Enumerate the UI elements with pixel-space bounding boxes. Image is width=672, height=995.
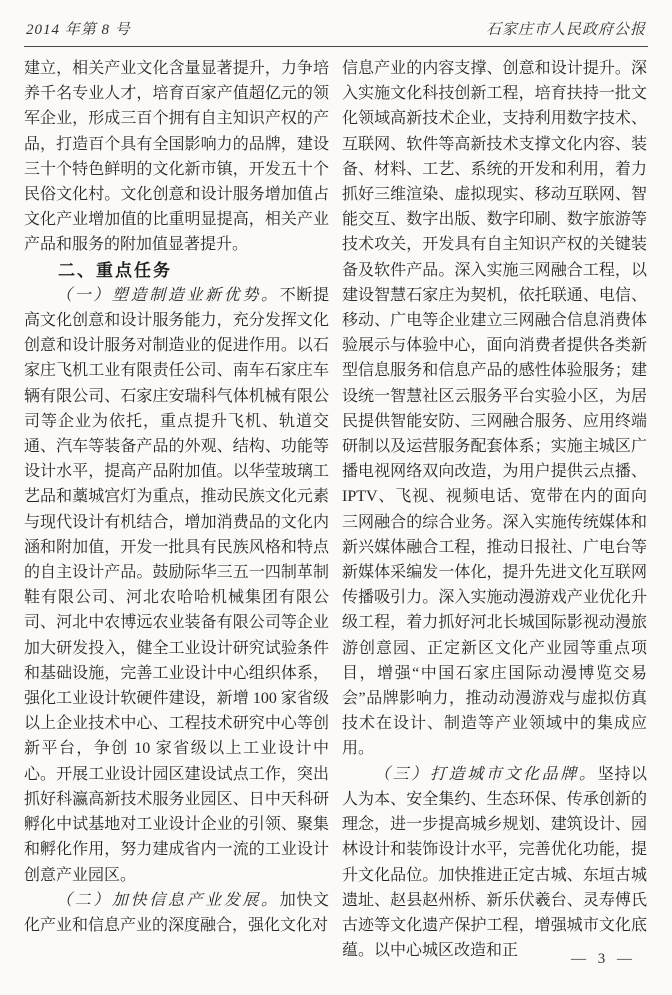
paragraph-item-2 (24, 888, 329, 938)
gazette-title: 石家庄市人民政府公报 (485, 22, 646, 38)
page-number: — 3 — (571, 951, 636, 967)
section-heading-key-tasks: 二、重点任务 (58, 260, 172, 280)
paragraph-continuation-goals: 建立，相关产业文化含量显著提升，力争培养千名专业人才，培育百家产值超亿元的领军企业，形成三百个拥有自主知识产权的产品，打造百个具有全国影响力的品牌，建设三十个特色鲜明的文化新市镇，开发五十个民俗文化村。文化创意和设计服务增加值占文化产业增加值的比重明显提高，相关产业产品和服务的附加值显著提升。 (24, 60, 329, 254)
right-column (342, 56, 647, 963)
page-header (24, 12, 648, 39)
item-2-text: 加快文化产业和信息产业的深度融合，强化文化对 (24, 891, 329, 934)
paragraph-continuation-info-industry: 信息产业的内容支撑、创意和设计提升。深入实施文化科技创新工程，培育扶持一批文化领域高新技术企业，支持利用数字技术、互联网、软件等高新技术支撑文化内容、装备、材料、工艺、系统的开发和利用，着力抓好三维渲染、虚拟现实、移动互联网、智能交互、数字出版、数字印刷、数字旅游等技术攻关，开发具有自主知识产权的关键装备及软件产品。深入实施三网融合工程，以建设智慧石家庄为契机，依托联通、电信、移动、广电等企业建立三网融合信息消费体验展示与体验中心，面向消费者提供各类新型信息服务和信息产品的感性体验服务；建设统一智慧社区云服务平台实验小区，为居民提供智能安防、三网融合服务、应用终端研制以及运营服务配套体系；实施主城区广播电视网络双向改造，为用户提供云点播、IPTV、飞视、视频电话、宽带在内的面向三网融合的综合业务。深入实施传统媒体和新兴媒体融合工程，推动日报社、广电台等新媒体采编发一体化，提升先进文化互联网传播吸引力。深入实施动漫游戏产业优化升级工程，着力抓好河北长城国际影视动漫旅游创意园、正定新区文化产业园等重点项目，增强“中国石家庄国际动漫博览交易会”品牌影响力，推动动漫游戏与虚拟仿真技术在设计、制造等产业领域中的集成应用。 (342, 60, 647, 758)
item-1-lead: （一）塑造制造业新优势。 (56, 286, 280, 304)
issue-number: 2014 年第 8 号 (26, 22, 131, 38)
item-3-text: 坚持以人为本、安全集约、生态环保、传承创新的理念，进一步提高城乡规划、建筑设计、园林设计和装饰设计水平，完善优化功能，提升文化品位。加快推进正定古城、东垣古城遗址、赵县赵州桥、新乐伏羲台、灵寿傅氏古迹等文化遗产保护工程，增强城市文化底蕴。以中心城区改造和正 (342, 765, 647, 960)
page-body (24, 56, 648, 963)
item-3-lead: （三）打造城市文化品牌。 (374, 765, 598, 783)
paragraph-item-3 (342, 762, 647, 964)
paragraph-item-1 (24, 283, 329, 888)
header-divider (24, 46, 648, 47)
item-1-text: 不断提高文化创意和设计服务能力，充分发挥文化创意和设计服务对制造业的促进作用。以石家庄飞机工业有限责任公司、南车石家庄车辆有限公司、石家庄安瑞科气体机械有限公司等企业为依托，重点提升飞机、轨道交通、汽车等装备产品的外观、结构、功能等设计水平，提高产品附加值。以华莹玻璃工艺品和藁城宫灯为重点，推动民族文化元素与现代设计有机结合，增加消费品的文化内涵和附加值，开发一批具有民族风格和特点的自主设计产品。鼓励际华三五一四制革制鞋有限公司、河北农哈哈机械集团有限公司、河北中农博远农业装备有限公司等企业加大研发投入，健全工业设计研究试验条件和基础设施，完善工业设计中心组织体系，强化工业设计软硬件建设，新增 100 家省级以上企业技术中心、工程技术研究中心等创新平台，争创 10 家省级以上工业设计中心。开展工业设计园区建设试点工作，突出抓好科瀛高新技术服务业园区、日中天科研孵化中试基地对工业设计企业的引领、聚集和孵化作用，努力建成省内一流的工业设计创意产业园区。 (24, 286, 329, 884)
left-column (24, 56, 329, 963)
item-2-lead: （二）加快信息产业发展。 (56, 891, 280, 909)
